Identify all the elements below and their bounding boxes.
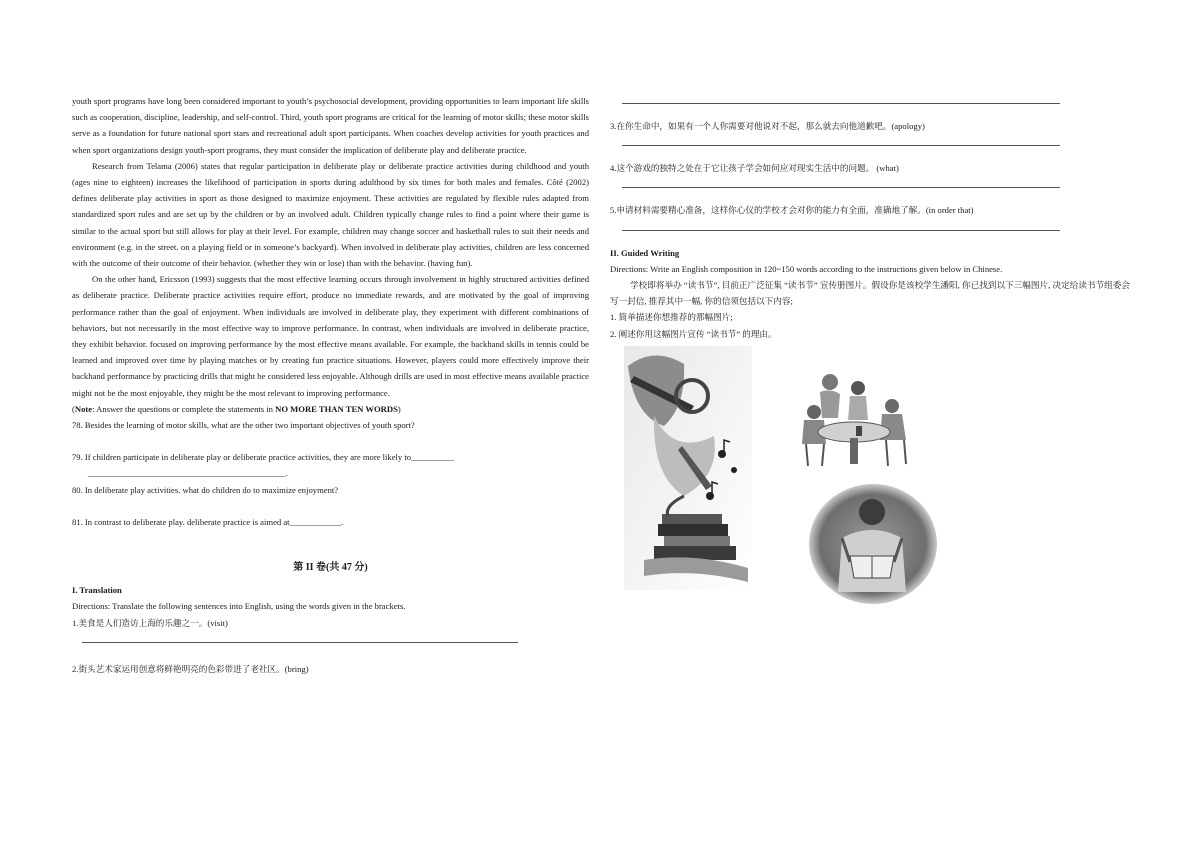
writing-point-2: 2. 阐述你用这幅图片宣传 “读书节” 的理由。 bbox=[610, 328, 777, 339]
question-78: 78. Besides the learning of motor skills, what are the other two important objectives of youth sport? bbox=[72, 420, 415, 431]
translation-item-1: 1.美食是人们造访上海的乐趣之一。(visit) bbox=[72, 617, 228, 628]
passage-paragraph-2: Research from Telama (2006) states that regular participation in deliberate play or deliberate practice activities during childhood and youth (ages nine to eighteen) increases the likelihood of participation in sports during adulthood by six times for both males and females. Côté (2002) defines deliberate play activities in sport as those designed to maximize enjoyment. These activities are regulated by flexible rules adapted from standardized sport rules and are set up by the children or by an involved adult. Children typically change rules to find a point where their game is similar to the actual sport but still allows for play at their level. For example, children may change soccer and basketball rules to suit their needs and environment (e.g. in the street. on a playing field or in someone’s backyard). When involved in deliberate play activities, children are less concerned with the outcome of their outcome of their behavior. (whether they win or lose) than with the behavior. (having fun). bbox=[72, 160, 589, 269]
books-collage-image bbox=[624, 346, 752, 590]
right-column bbox=[610, 93, 1130, 606]
part-2-title: 第 II 卷(共 47 分) bbox=[293, 562, 368, 574]
question-80: 80. In deliberate play activities. what do children do to maximize enjoyment? bbox=[72, 484, 339, 495]
translation-item-4: 4.这个游戏的独特之处在于它让孩子学会如何应对现实生活中的问题。 (what) bbox=[610, 163, 899, 174]
translation-item-2: 2.街头艺术家运用创意将鲜艳明亮的色彩带进了老社区。(bring) bbox=[72, 663, 309, 674]
left-column bbox=[72, 93, 589, 677]
note-label: Note bbox=[74, 403, 93, 414]
note-text: : Answer the questions or complete the statements in bbox=[92, 403, 276, 414]
writing-directions: Directions: Write an English composition in 120~150 words according to the instructions given below in Chinese. bbox=[610, 263, 1003, 274]
translation-directions: Directions: Translate the following sentences into English, using the words given in the brackets. bbox=[72, 601, 406, 612]
translation-heading: I. Translation bbox=[72, 585, 122, 596]
question-79: 79. If children participate in deliberate play or deliberate practice activities, they are more likely to__________ bbox=[72, 452, 455, 463]
note-line: (Note: Answer the questions or complete the statements in NO MORE THAN TEN WORDS) bbox=[72, 403, 401, 414]
passage-paragraph-3: On the other hand, Ericsson (1993) suggests that the most effective learning occurs through involvement in highly structured activities defined as deliberate practice. Deliberate practice activities require effort, produce no immediate rewards, and are motivated by the goal of improving performance rather than the goal of enjoyment. When individuals are involved in deliberate play, they experiment with different combinations of behaviors, but not necessarily in the most effective way to improve performance. In contrast, when individuals are involved in deliberate practice, they exhibit behavior. focused on improving performance by the most effective means available. For example, the backhand skills in tennis could be learned and improved over time by playing matches or by creating fun practice situations. However, players could more effectively improve their backhand performance by practicing drills that might be considered less enjoyable. Although drills are used in most effective means available practice might not be the most enjoyable, they might be the most relevant to improving performance. bbox=[72, 274, 589, 398]
person-reading-image bbox=[806, 482, 940, 606]
note-tail: ) bbox=[397, 403, 401, 414]
writing-prompt: 学校即将举办 “读书节”, 目前正广泛征集 “读书节” 宣传册图片。假设你是该校学生潘阳, 你已找到以下三幅图片, 决定给读书节组委会写一封信, 推荐其中一幅, 你的信须包括以下内容; bbox=[610, 280, 1130, 307]
writing-point-1: 1. 简单描述你想推荐的那幅图片; bbox=[610, 312, 733, 323]
children-reading-image bbox=[796, 366, 916, 476]
question-81: 81. In contrast to deliberate play. deliberate practice is aimed at____________. bbox=[72, 516, 344, 527]
question-79-blank[interactable]: ______________________________________________. bbox=[88, 468, 288, 479]
writing-heading: II. Guided Writing bbox=[610, 247, 680, 258]
passage-paragraph-1: youth sport programs have long been considered important to youth’s psychosocial development, providing opportunities to learn important life skills such as cooperation, discipline, leadership, and self-control. Third, youth sport programs are critical for the learning of motor skills; these motor skills serve as a foundation for future national sport stars and recreational adult sport participants. When coaches develop activities for youth practices and when sport organizations design youth-sport programs, they must consider the implication of deliberate play and deliberate practice. bbox=[72, 96, 589, 155]
translation-item-5: 5.申请材料需要精心准备，这样你心仪的学校才会对你的能力有全面，准确地了解。(in order that) bbox=[610, 205, 974, 216]
translation-item-3: 3.在你生命中，如果有一个人你需要对他说对不起，那么就去向他道歉吧。(apology) bbox=[610, 121, 925, 131]
image-panel bbox=[610, 346, 1130, 606]
note-emphasis: NO MORE THAN TEN WORDS bbox=[275, 403, 398, 414]
